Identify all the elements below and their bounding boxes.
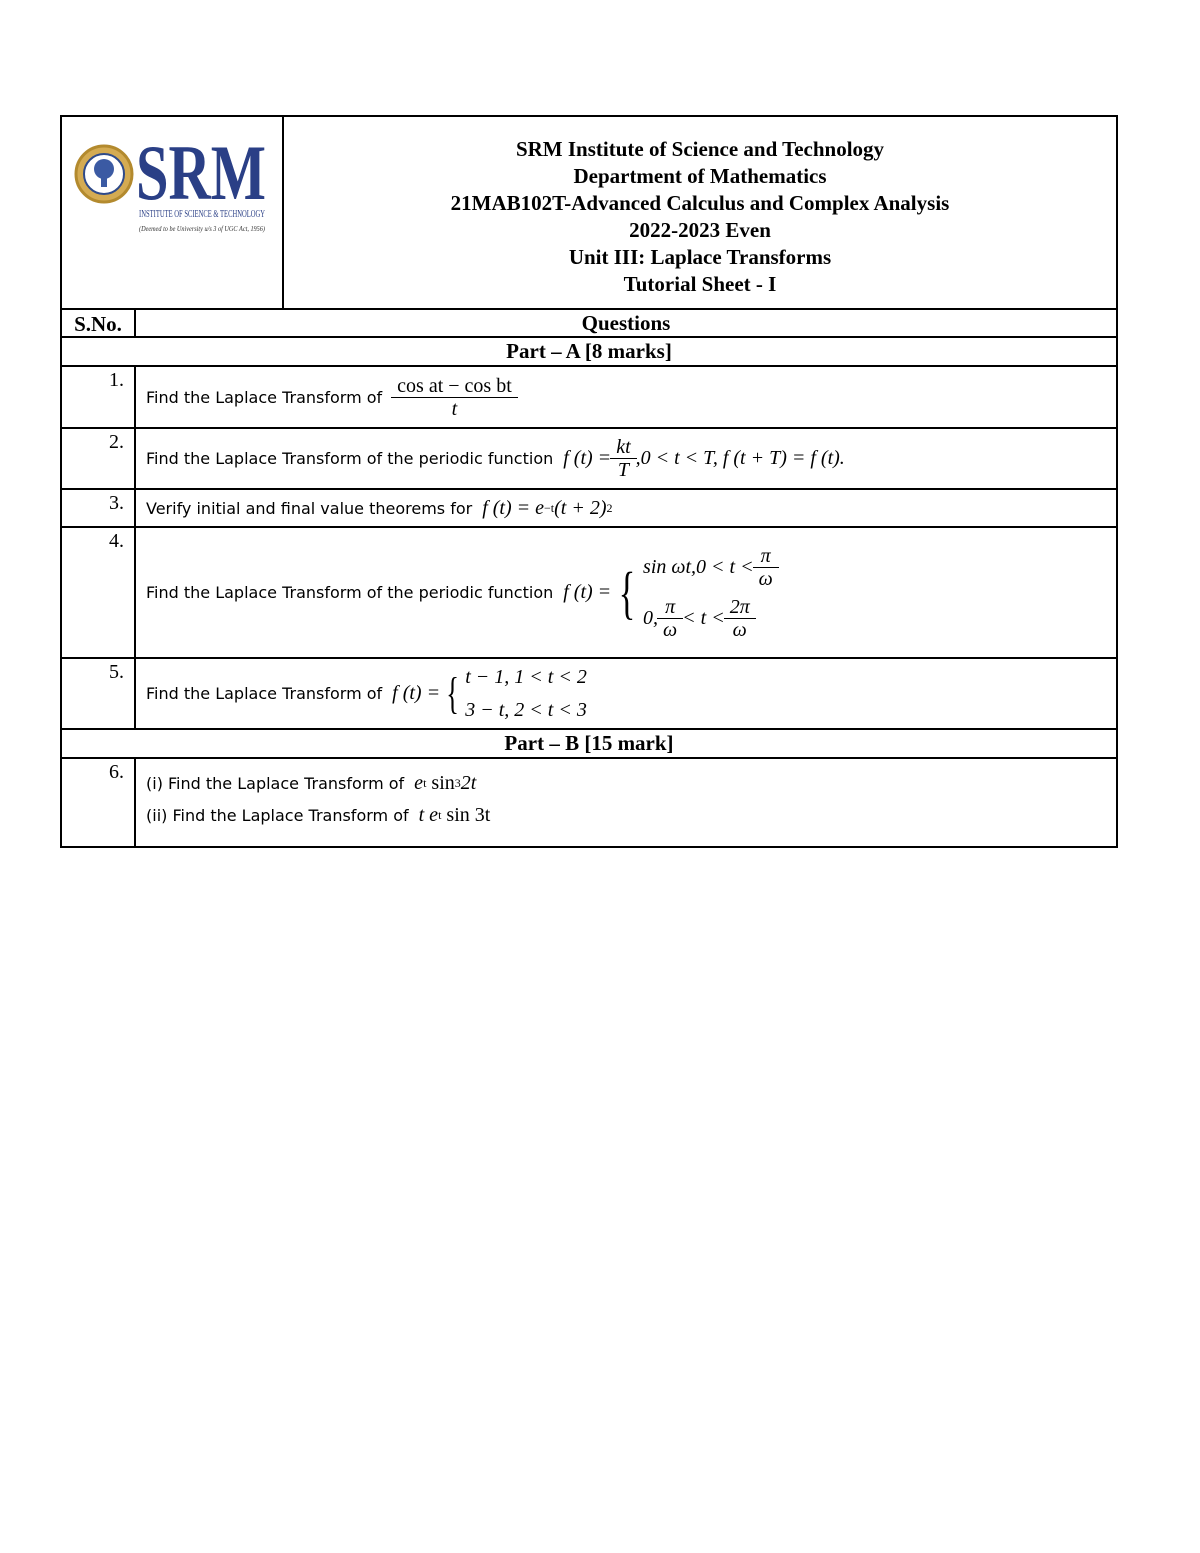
- fraction: [727, 596, 753, 641]
- case-2-inequality: < t <: [682, 606, 725, 629]
- fraction: [660, 596, 680, 641]
- tutorial-sheet-table: [60, 115, 1118, 848]
- sno-header: S.No.: [62, 310, 136, 336]
- subquestion-ii: [146, 799, 490, 831]
- question-prompt: Find the Laplace Transform of the periodic function: [146, 583, 554, 602]
- function-lhs: f (t) =: [392, 682, 441, 704]
- math-expression: [482, 497, 612, 520]
- fraction: [756, 545, 776, 590]
- math-expression: [414, 772, 476, 795]
- fraction: [613, 436, 633, 481]
- question-row: [62, 490, 1116, 528]
- department-name: Department of Mathematics: [573, 163, 827, 188]
- logo-subtitle: INSTITUTE OF SCIENCE & TECHNOLOGY: [139, 209, 265, 220]
- question-prompt: Verify initial and final value theorems for: [146, 498, 473, 518]
- fraction-denominator: [391, 397, 518, 420]
- academic-year: 2022-2023 Even: [629, 217, 771, 242]
- math-expression: [392, 375, 517, 420]
- question-number: 1.: [62, 367, 136, 427]
- question-row: [62, 659, 1116, 730]
- exponent: −t: [544, 500, 555, 515]
- condition-text: ,0 < t < T, f (t + T) = f (t).: [635, 447, 845, 469]
- fraction-denominator: ω: [753, 567, 779, 590]
- exponent: t: [423, 775, 427, 790]
- exponent: t: [438, 807, 442, 822]
- trig-expression: sin 3t: [446, 803, 491, 826]
- trig-function: sin: [431, 771, 455, 794]
- case-2: [643, 596, 778, 641]
- math-expression: [392, 666, 587, 722]
- expression-base: e: [414, 771, 424, 794]
- expression-base: f (t) = e: [482, 496, 545, 519]
- function-lhs: f (t) =: [563, 581, 612, 603]
- question-text: [136, 490, 1116, 526]
- fraction-denominator: T: [610, 458, 636, 481]
- fraction-numerator: kt: [616, 436, 631, 458]
- question-number: 4.: [62, 528, 136, 657]
- logo-cell: [62, 117, 284, 308]
- column-header-row: [62, 310, 1116, 338]
- question-number: 6.: [62, 759, 136, 846]
- question-row: [62, 759, 1116, 846]
- question-text: [136, 659, 1116, 728]
- unit-title: Unit III: Laplace Transforms: [568, 244, 832, 269]
- fraction-numerator: cos at − cos bt: [397, 374, 512, 397]
- question-prompt: Find the Laplace Transform of: [146, 684, 383, 703]
- math-expression: [563, 436, 845, 481]
- question-text: [136, 528, 1116, 657]
- logo-text: SRM: [136, 129, 266, 216]
- question-prompt: Find the Laplace Transform of the periodic function: [146, 449, 554, 468]
- question-row: [62, 429, 1116, 490]
- question-prompt: (ii) Find the Laplace Transform of: [146, 805, 409, 825]
- math-expression: [563, 545, 777, 641]
- case-1: t − 1, 1 < t < 2: [465, 665, 587, 688]
- fraction-numerator: π: [760, 544, 771, 567]
- fraction-denominator: ω: [657, 618, 683, 641]
- question-prompt: (i) Find the Laplace Transform of: [146, 773, 405, 793]
- fraction-numerator: 2π: [729, 595, 750, 618]
- part-a-heading: Part – A [8 marks]: [62, 338, 1116, 367]
- srm-logo: [62, 117, 282, 307]
- question-text: [136, 429, 1116, 488]
- questions-header: Questions: [581, 310, 671, 335]
- question-prompt: Find the Laplace Transform of: [146, 387, 383, 407]
- question-row: [62, 367, 1116, 429]
- institute-name: SRM Institute of Science and Technology: [515, 136, 885, 161]
- piecewise-cases: [465, 666, 587, 722]
- power: 2: [606, 500, 613, 515]
- question-number: 2.: [62, 429, 136, 488]
- case-1-text: sin ωt,0 < t <: [643, 555, 754, 578]
- case-1: [643, 545, 778, 590]
- title-block: [284, 117, 1116, 308]
- subquestion-i: [146, 767, 476, 799]
- math-expression: [419, 804, 491, 827]
- part-b-heading: Part – B [15 mark]: [62, 730, 1116, 759]
- sheet-title: Tutorial Sheet - I: [623, 271, 777, 296]
- case-2: 3 − t, 2 < t < 3: [465, 698, 587, 721]
- function-lhs: f (t) =: [563, 447, 612, 469]
- fraction-numerator: π: [665, 595, 676, 618]
- piecewise-cases: [643, 545, 778, 641]
- course-title: 21MAB102T-Advanced Calculus and Complex Analysis: [450, 190, 950, 215]
- logo-tagline: (Deemed to be University u/s 3 of UGC Act, 1956): [139, 225, 266, 233]
- question-text: [136, 367, 1116, 427]
- header-row: [62, 117, 1116, 310]
- expression-base: t e: [418, 803, 439, 826]
- denominator-variable: t: [451, 397, 458, 420]
- power: 3: [454, 775, 461, 790]
- left-brace: {: [618, 559, 636, 625]
- case-2-text: 0,: [643, 606, 659, 629]
- question-number: 5.: [62, 659, 136, 728]
- question-text: [136, 759, 1116, 846]
- argument: 2t: [460, 771, 477, 794]
- fraction: [394, 375, 515, 420]
- expression-tail: (t + 2): [554, 496, 607, 519]
- question-number: 3.: [62, 490, 136, 526]
- left-brace: {: [446, 668, 459, 718]
- fraction-denominator: ω: [724, 618, 756, 641]
- question-row: [62, 528, 1116, 659]
